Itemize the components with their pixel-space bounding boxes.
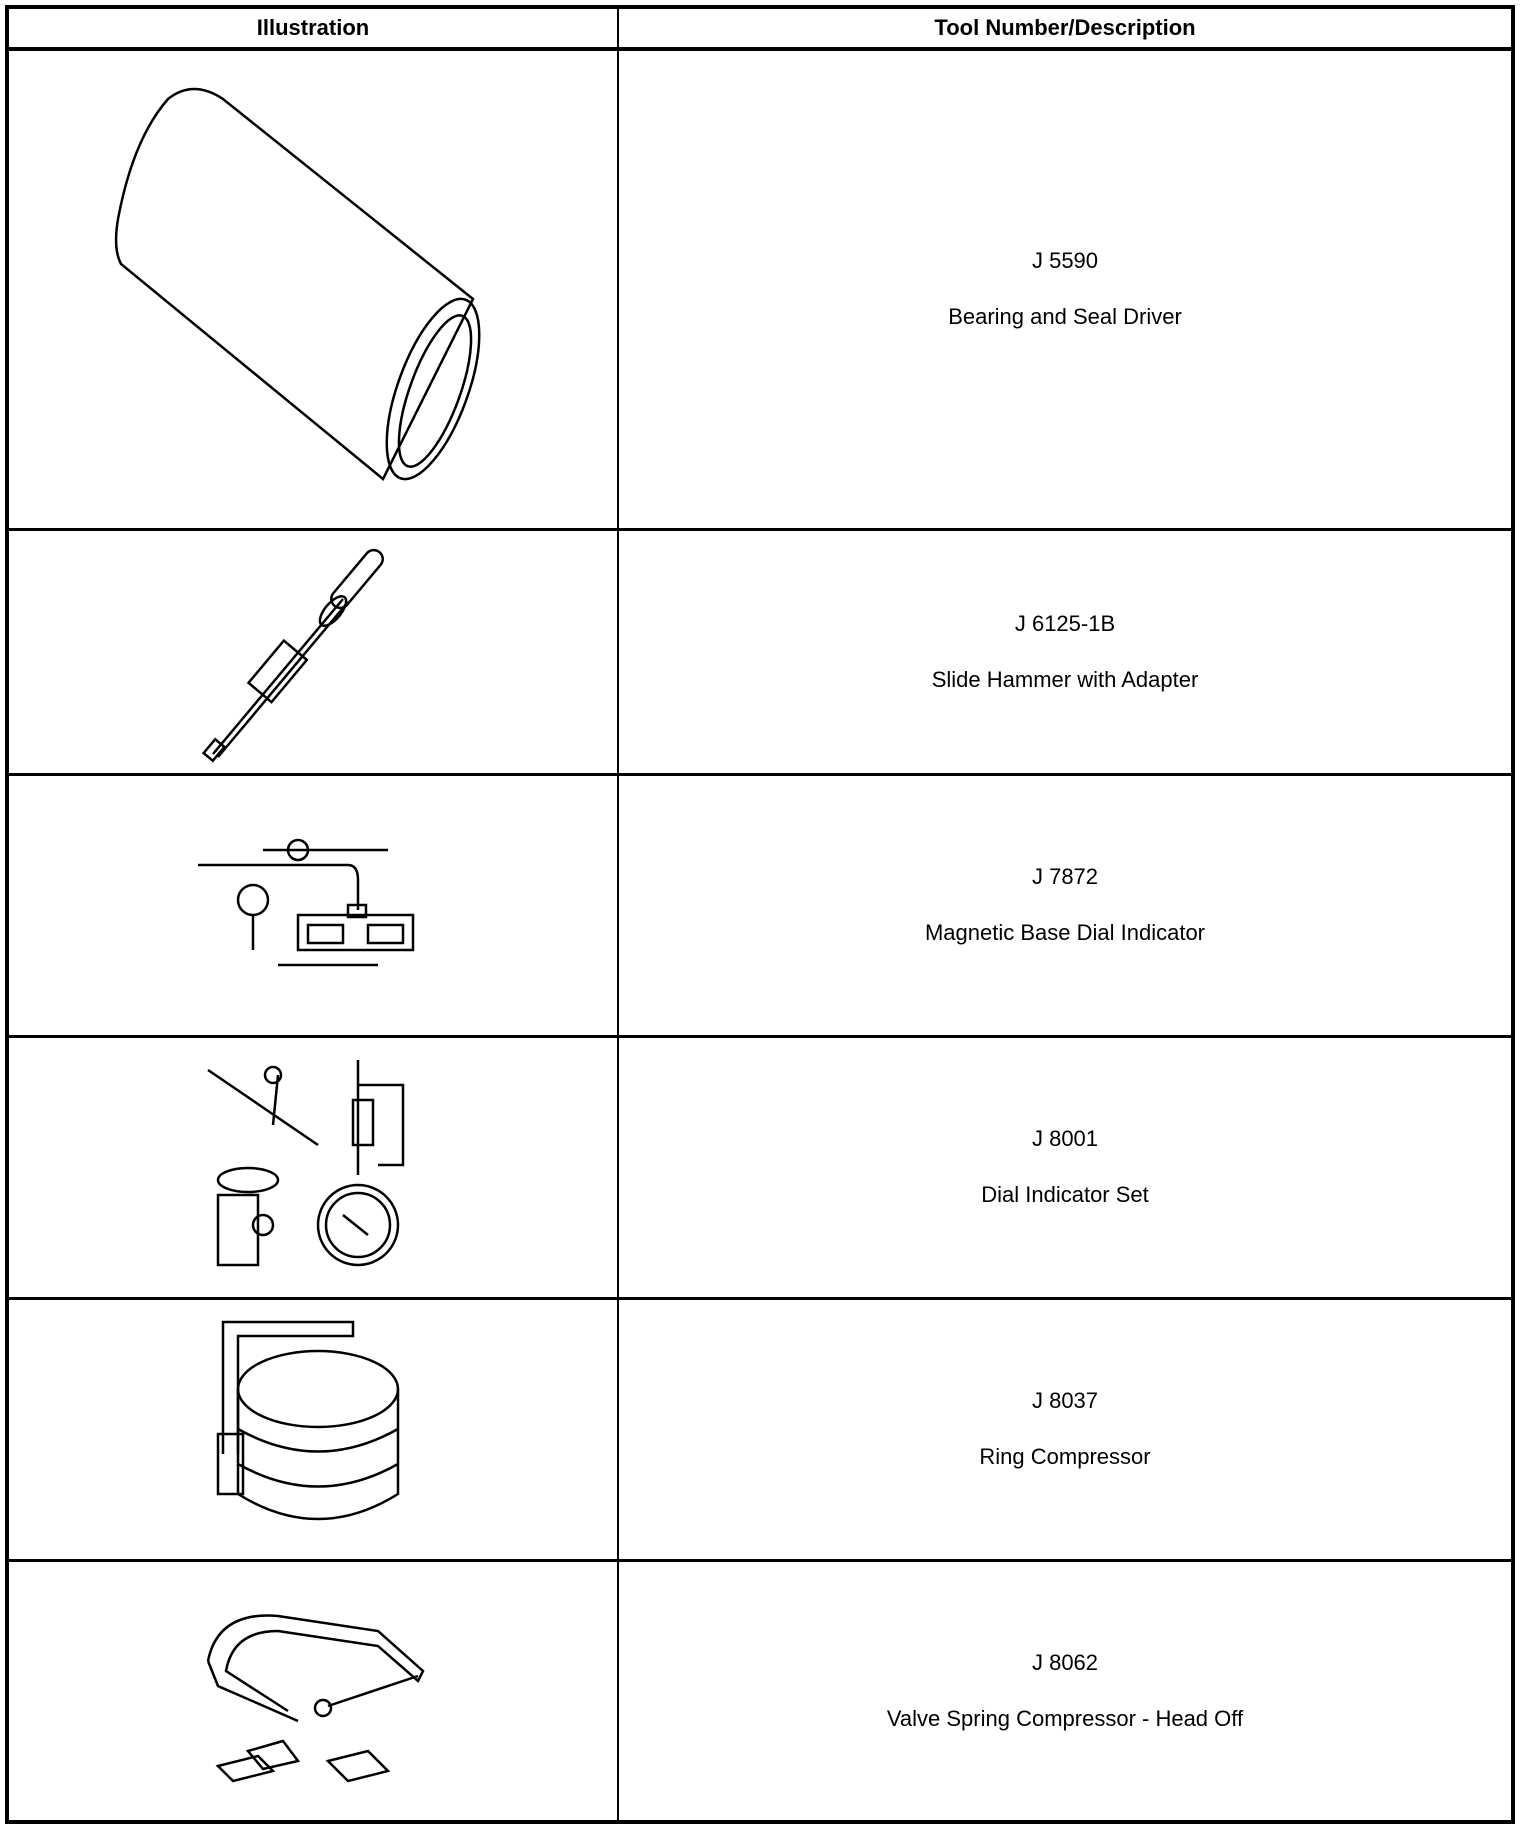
tool-number: J 8037 [1031,1388,1099,1413]
ring-compressor-illustration [213,1314,413,1544]
slide-hammer-illustration [193,539,433,764]
tool-number: J 5590 [1031,248,1099,274]
magnetic-base-dial-indicator-illustration [198,830,428,980]
tool-number: J 7872 [1031,864,1099,889]
table-row [7,1298,1513,1560]
table-row [7,1036,1513,1298]
tool-description-cell [618,774,1513,1036]
tool-description: Magnetic Base Dial Indicator [924,920,1206,945]
tool-description-cell [618,529,1513,774]
dial-indicator-set-illustration [203,1055,423,1280]
table-row [7,529,1513,774]
tool-description: Dial Indicator Set [981,1182,1149,1207]
table-row [7,774,1513,1036]
special-tools-table [5,5,1515,1824]
illustration-bearing-seal-driver [7,49,618,529]
illustration-ring-compressor [7,1298,618,1560]
tool-description: Slide Hammer with Adapter [931,666,1199,692]
tool-number: J 8062 [1031,1649,1099,1675]
table-row [7,1560,1513,1822]
header-tool-description: Tool Number/Description [618,7,1513,49]
tool-description: Valve Spring Compressor - Head Off [886,1705,1244,1731]
illustration-dial-indicator-set [7,1036,618,1298]
header-row [7,7,1513,49]
bearing-driver-illustration [73,79,553,499]
tool-description-cell [618,49,1513,529]
tool-description: Ring Compressor [979,1444,1151,1469]
header-illustration: Illustration [7,7,618,49]
illustration-valve-spring-compressor [7,1560,618,1822]
tool-description-cell [618,1298,1513,1560]
illustration-magnetic-base-dial-indicator [7,774,618,1036]
table-row [7,49,1513,529]
tool-number: J 8001 [1031,1126,1099,1151]
tool-number: J 6125-1B [1014,610,1116,636]
tool-description-cell [618,1036,1513,1298]
tool-description-cell [618,1560,1513,1822]
tool-description: Bearing and Seal Driver [948,304,1182,330]
illustration-slide-hammer [7,529,618,774]
valve-spring-compressor-illustration [198,1591,428,1791]
